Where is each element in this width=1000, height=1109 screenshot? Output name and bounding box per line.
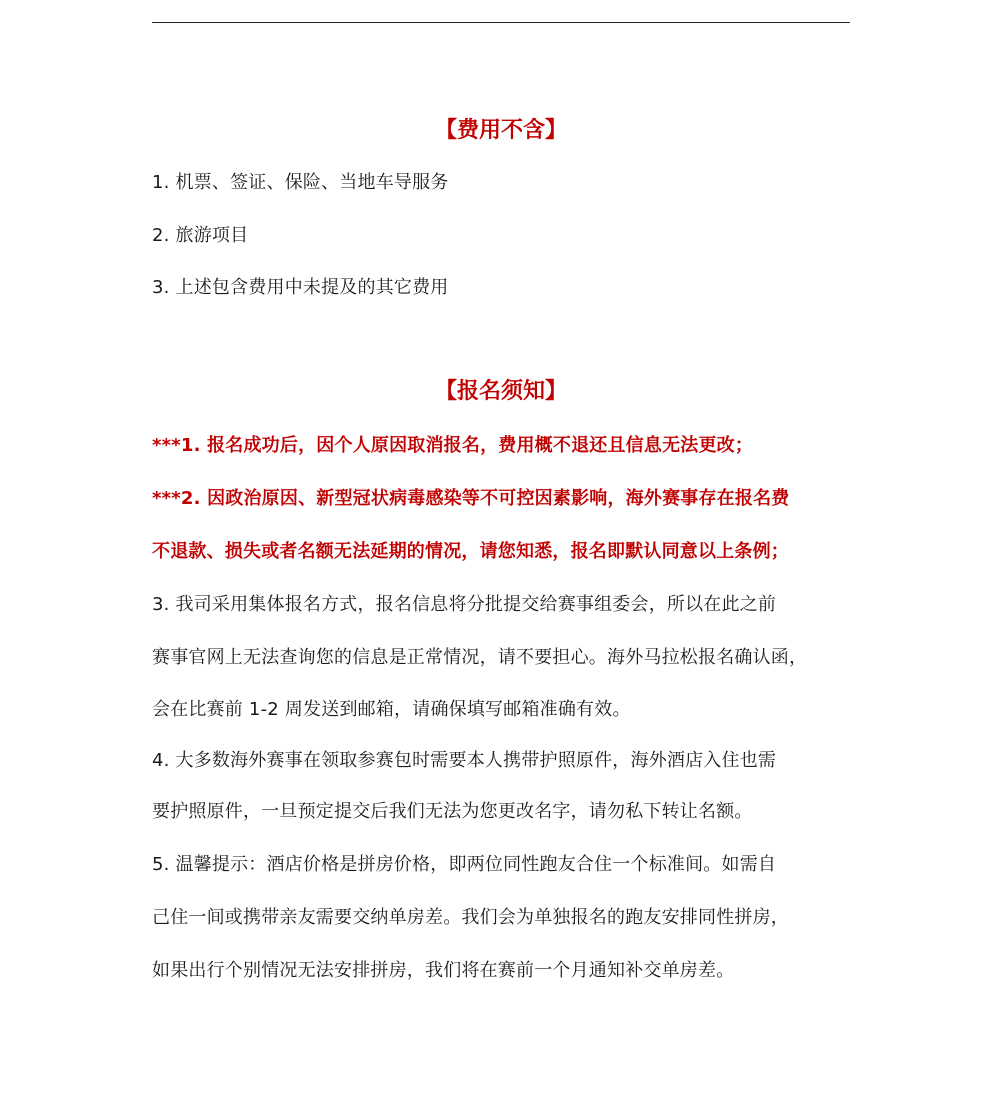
- notice-line: 己住一间或携带亲友需要交纳单房差。我们会为单独报名的跑友安排同性拼房，: [152, 907, 789, 928]
- fees-excluded-item: 1. 机票、签证、保险、当地车导服务: [152, 172, 449, 193]
- notice-line: 5. 温馨提示：酒店价格是拼房价格，即两位同性跑友合住一个标准间。如需自: [152, 854, 777, 875]
- fees-excluded-item: 3. 上述包含费用中未提及的其它费用: [152, 277, 449, 298]
- notice-line: 会在比赛前 1-2 周发送到邮箱，请确保填写邮箱准确有效。: [152, 699, 631, 720]
- fees-excluded-item: 2. 旅游项目: [152, 225, 249, 246]
- notice-line: 赛事官网上无法查询您的信息是正常情况，请不要担心。海外马拉松报名确认函，: [152, 647, 808, 668]
- top-divider: [152, 22, 850, 23]
- notice-line: 如果出行个别情况无法安排拼房，我们将在赛前一个月通知补交单房差。: [152, 960, 735, 981]
- notice-line-warning: 不退款、损失或者名额无法延期的情况，请您知悉，报名即默认同意以上条例；: [152, 541, 789, 562]
- notice-line: 3. 我司采用集体报名方式，报名信息将分批提交给赛事组委会，所以在此之前: [152, 594, 777, 615]
- registration-notice-heading: 【报名须知】: [434, 379, 567, 404]
- notice-line: 4. 大多数海外赛事在领取参赛包时需要本人携带护照原件，海外酒店入住也需: [152, 750, 777, 771]
- document-page: [152, 0, 850, 1109]
- notice-line-warning: ***1. 报名成功后，因个人原因取消报名，费用概不退还且信息无法更改；: [152, 435, 754, 456]
- notice-line: 要护照原件，一旦预定提交后我们无法为您更改名字，请勿私下转让名额。: [152, 801, 753, 822]
- fees-excluded-heading: 【费用不含】: [434, 118, 567, 143]
- notice-line-warning: ***2. 因政治原因、新型冠状病毒感染等不可控因素影响，海外赛事存在报名费: [152, 488, 790, 509]
